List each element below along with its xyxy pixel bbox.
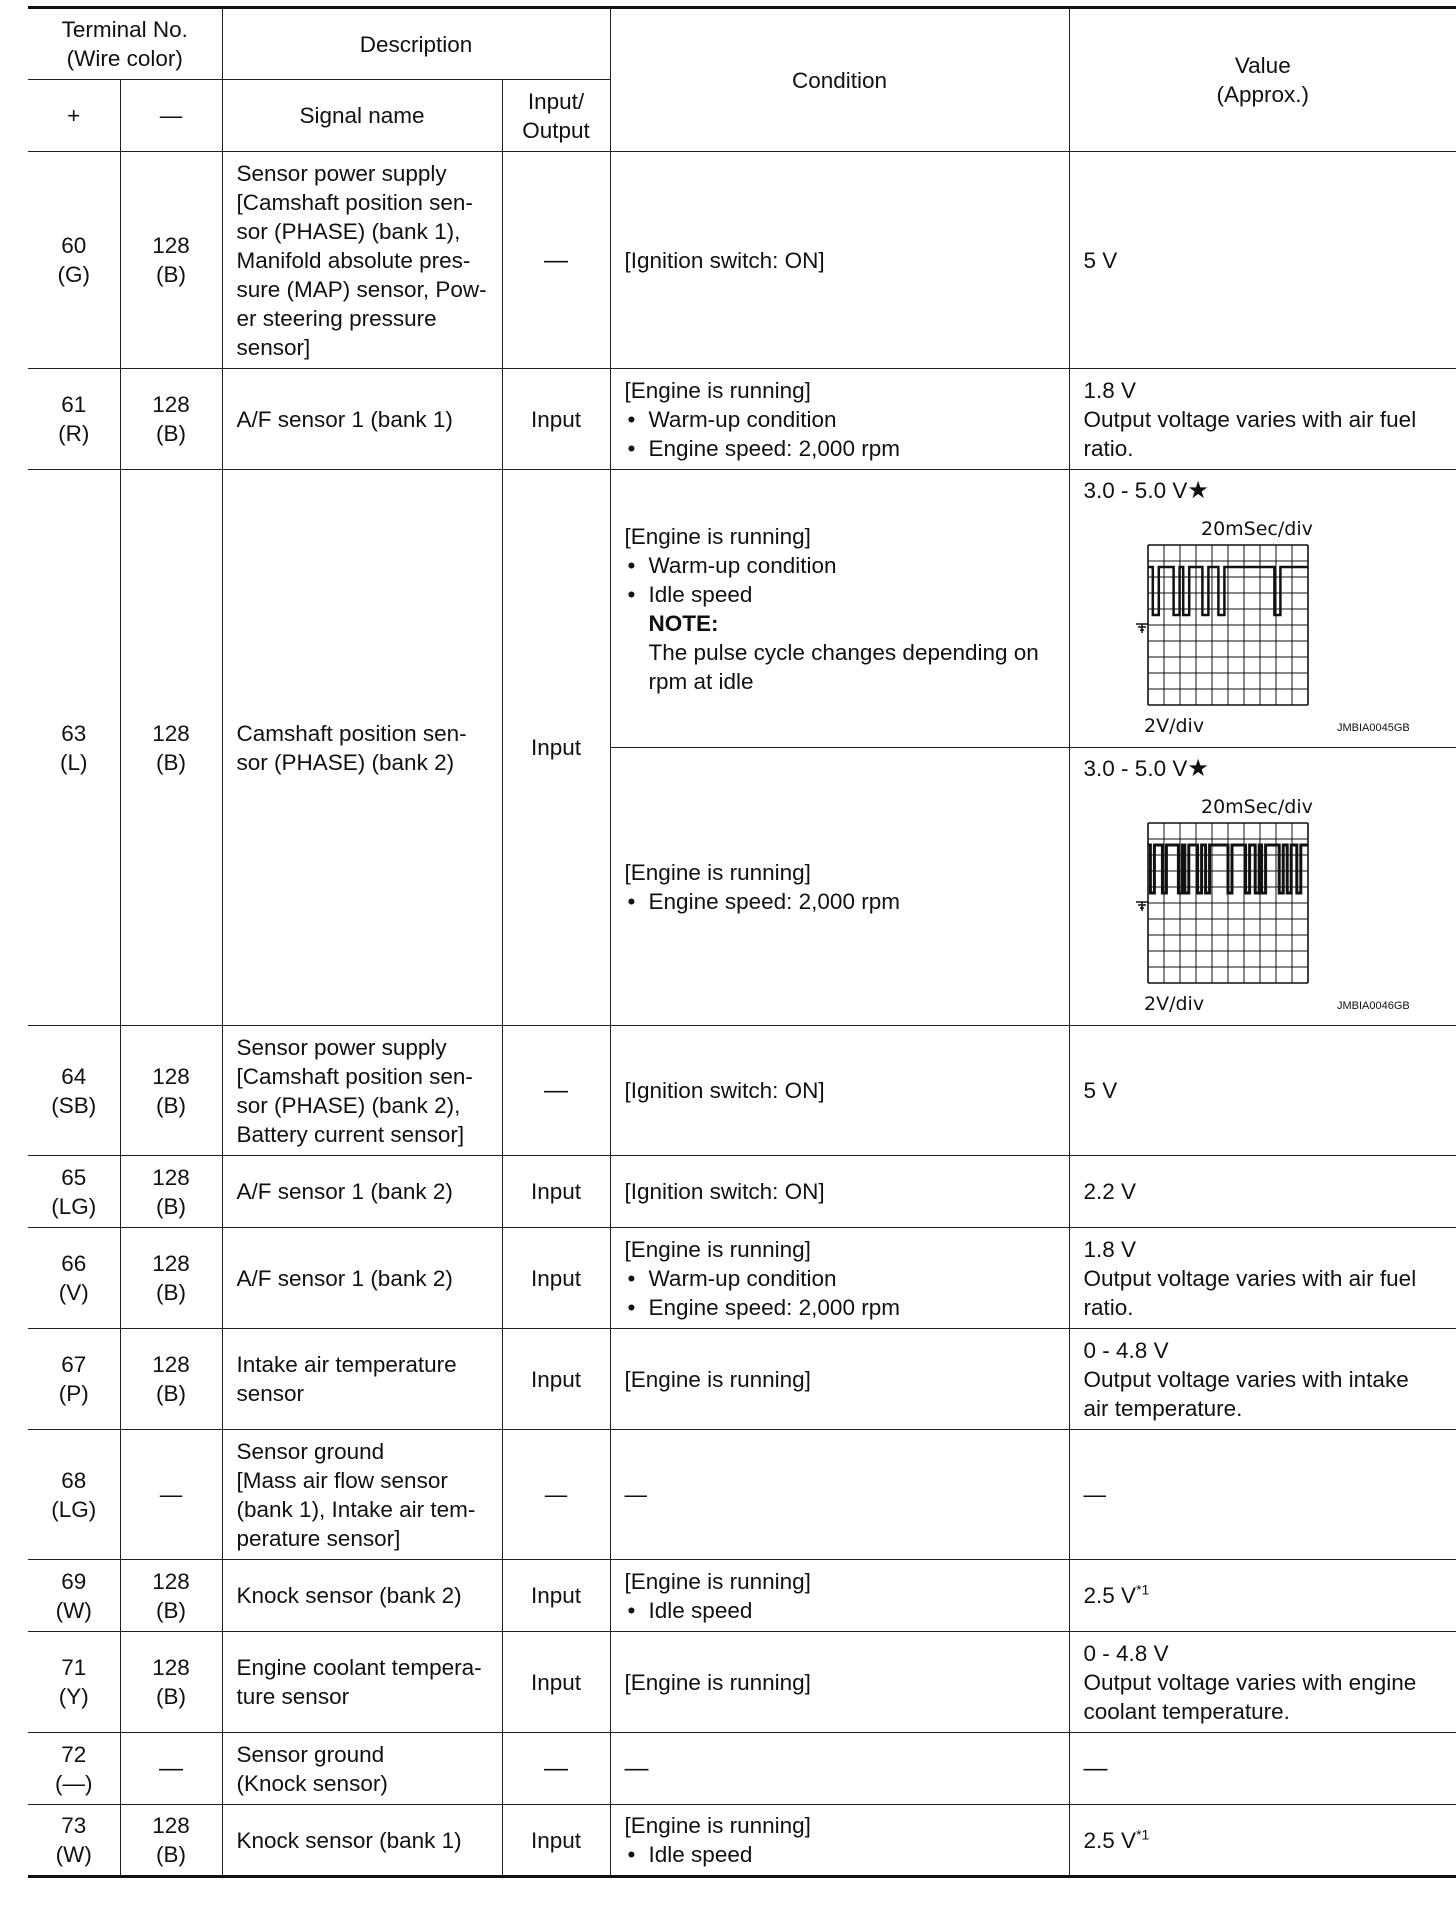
condition-bullet: • Engine speed: 2,000 rpm bbox=[625, 434, 1055, 463]
table-row bbox=[28, 1560, 1456, 1632]
signal-name: A/F sensor 1 (bank 2) bbox=[222, 1156, 502, 1228]
terminal-plus: 60 (G) bbox=[28, 152, 120, 369]
input-output: Input bbox=[502, 1156, 610, 1228]
value-text: 3.0 - 5.0 V bbox=[1083, 478, 1188, 503]
table-row bbox=[28, 470, 1456, 748]
terminal-minus: 128 (B) bbox=[120, 1329, 222, 1430]
condition: [Ignition switch: ON] bbox=[610, 1026, 1069, 1156]
input-output: — bbox=[502, 1430, 610, 1560]
condition bbox=[610, 470, 1069, 748]
condition-bullet: • Engine speed: 2,000 rpm bbox=[625, 1293, 1055, 1322]
table-row bbox=[28, 369, 1456, 470]
condition: [Engine is running] bbox=[610, 1329, 1069, 1430]
time-division-label: 20mSec/div bbox=[1200, 796, 1313, 818]
condition-bullet: • Idle speed bbox=[625, 1840, 1055, 1869]
terminal-table bbox=[28, 6, 1456, 1878]
condition bbox=[610, 748, 1069, 1026]
signal-name: Sensor power supply [Camshaft position sen- sor (PHASE) (bank 2), Battery current sensor] bbox=[222, 1026, 502, 1156]
signal-name: Sensor power supply [Camshaft position sen- sor (PHASE) (bank 1), Manifold absolute pres- sure (MAP) sensor, Pow- er steering pressure sensor] bbox=[222, 152, 502, 369]
signal-name: Engine coolant tempera- ture sensor bbox=[222, 1632, 502, 1733]
terminal-plus: 69 (W) bbox=[28, 1560, 120, 1632]
terminal-minus: 128 (B) bbox=[120, 152, 222, 369]
condition: — bbox=[610, 1733, 1069, 1805]
terminal-minus: 128 (B) bbox=[120, 1228, 222, 1329]
oscilloscope-svg bbox=[1084, 507, 1444, 737]
value-text: 2.5 V bbox=[1083, 1827, 1137, 1853]
signal-name: Camshaft position sen- sor (PHASE) (bank 2) bbox=[222, 470, 502, 1026]
input-output: — bbox=[502, 1026, 610, 1156]
terminal-minus: 128 (B) bbox=[120, 1026, 222, 1156]
table-row bbox=[28, 1733, 1456, 1805]
note-label: NOTE: bbox=[648, 610, 719, 636]
terminal-minus: — bbox=[120, 1733, 222, 1805]
condition bbox=[610, 369, 1069, 470]
scope-grid bbox=[1148, 545, 1308, 705]
condition: [Ignition switch: ON] bbox=[610, 152, 1069, 369]
terminal-plus: 72 (—) bbox=[28, 1733, 120, 1805]
input-output: — bbox=[502, 152, 610, 369]
star-icon: ★ bbox=[1187, 477, 1209, 504]
terminal-minus: 128 (B) bbox=[120, 470, 222, 1026]
table-row bbox=[28, 1329, 1456, 1430]
value: 0 - 4.8 V Output voltage varies with intake air temperature. bbox=[1069, 1329, 1456, 1430]
header-input-output: Input/ Output bbox=[502, 80, 610, 152]
footnote-marker: *1 bbox=[1136, 1826, 1150, 1842]
condition-title: [Engine is running] bbox=[624, 1236, 811, 1262]
value: 1.8 V Output voltage varies with air fuel ratio. bbox=[1069, 1228, 1456, 1329]
scope-waveform bbox=[1148, 845, 1308, 893]
value: 2.2 V bbox=[1069, 1156, 1456, 1228]
value: 5 V bbox=[1069, 152, 1456, 369]
condition bbox=[610, 1805, 1069, 1877]
signal-name: Sensor ground (Knock sensor) bbox=[222, 1733, 502, 1805]
terminal-plus: 63 (L) bbox=[28, 470, 120, 1026]
input-output: Input bbox=[502, 1805, 610, 1877]
signal-name: Sensor ground [Mass air flow sensor (bank 1), Intake air tem- perature sensor] bbox=[222, 1430, 502, 1560]
condition: [Engine is running] bbox=[610, 1632, 1069, 1733]
table-row bbox=[28, 1156, 1456, 1228]
value: — bbox=[1069, 1733, 1456, 1805]
condition-title: [Engine is running] bbox=[624, 859, 811, 885]
input-output: Input bbox=[502, 1560, 610, 1632]
value bbox=[1069, 1805, 1456, 1877]
footnote-marker: *1 bbox=[1136, 1581, 1150, 1598]
value-range bbox=[1084, 754, 1456, 783]
signal-name: Knock sensor (bank 1) bbox=[222, 1805, 502, 1877]
signal-name: A/F sensor 1 (bank 2) bbox=[222, 1228, 502, 1329]
header-value: Value (Approx.) bbox=[1069, 8, 1456, 152]
table-row bbox=[28, 1430, 1456, 1560]
value-text: 3.0 - 5.0 V bbox=[1083, 756, 1188, 781]
terminal-plus: 73 (W) bbox=[28, 1805, 120, 1877]
header-minus: — bbox=[120, 80, 222, 152]
value: 1.8 V Output voltage varies with air fuel ratio. bbox=[1069, 369, 1456, 470]
condition-title: [Engine is running] bbox=[624, 1813, 811, 1838]
value: 0 - 4.8 V Output voltage varies with engine coolant temperature. bbox=[1069, 1632, 1456, 1733]
condition bbox=[610, 1560, 1069, 1632]
value: — bbox=[1069, 1430, 1456, 1560]
condition-bullet: • Warm-up condition bbox=[625, 1264, 1055, 1293]
terminal-plus: 65 (LG) bbox=[28, 1156, 120, 1228]
terminal-plus: 68 (LG) bbox=[28, 1430, 120, 1560]
terminal-plus: 71 (Y) bbox=[28, 1632, 120, 1733]
condition-title: [Engine is running] bbox=[624, 377, 811, 403]
oscilloscope-figure bbox=[1084, 507, 1444, 747]
value: 5 V bbox=[1069, 1026, 1456, 1156]
input-output: Input bbox=[502, 1228, 610, 1329]
table-row bbox=[28, 1805, 1456, 1877]
terminal-minus: — bbox=[120, 1430, 222, 1560]
input-output: — bbox=[502, 1733, 610, 1805]
terminal-minus: 128 (B) bbox=[120, 1805, 222, 1877]
oscilloscope-svg bbox=[1084, 785, 1444, 1015]
condition: [Ignition switch: ON] bbox=[610, 1156, 1069, 1228]
header-plus: + bbox=[28, 80, 120, 152]
table-row bbox=[28, 152, 1456, 369]
note-text: The pulse cycle changes depending on rpm at idle bbox=[648, 639, 1039, 694]
input-output: Input bbox=[502, 1329, 610, 1430]
condition-bullet: • Warm-up condition bbox=[625, 405, 1055, 434]
terminal-plus: 61 (R) bbox=[28, 369, 120, 470]
input-output: Input bbox=[502, 470, 610, 1026]
signal-name: Intake air temperature sensor bbox=[222, 1329, 502, 1430]
terminal-plus: 64 (SB) bbox=[28, 1026, 120, 1156]
table-row bbox=[28, 1026, 1456, 1156]
volt-division-label: 2V/div bbox=[1143, 993, 1204, 1015]
signal-name: A/F sensor 1 (bank 1) bbox=[222, 369, 502, 470]
condition: — bbox=[610, 1430, 1069, 1560]
table-row bbox=[28, 1228, 1456, 1329]
terminal-plus: 67 (P) bbox=[28, 1329, 120, 1430]
value-text: 2.5 V bbox=[1083, 1583, 1137, 1608]
terminal-minus: 128 (B) bbox=[120, 369, 222, 470]
header-condition: Condition bbox=[610, 8, 1069, 152]
time-division-label: 20mSec/div bbox=[1200, 518, 1313, 540]
condition-title: [Engine is running] bbox=[624, 523, 811, 549]
value bbox=[1069, 470, 1456, 748]
input-output: Input bbox=[502, 369, 610, 470]
signal-name: Knock sensor (bank 2) bbox=[222, 1560, 502, 1632]
figure-id: JMBIA0045GB bbox=[1336, 722, 1410, 734]
ground-icon bbox=[1136, 624, 1148, 633]
condition bbox=[610, 1228, 1069, 1329]
header-description: Description bbox=[222, 8, 610, 80]
table-row bbox=[28, 1632, 1456, 1733]
terminal-plus: 66 (V) bbox=[28, 1228, 120, 1329]
value bbox=[1069, 1560, 1456, 1632]
oscilloscope-figure bbox=[1084, 785, 1444, 1025]
condition-title: [Engine is running] bbox=[624, 1568, 811, 1594]
volt-division-label: 2V/div bbox=[1143, 715, 1204, 737]
figure-id: JMBIA0046GB bbox=[1336, 1000, 1410, 1012]
condition-bullet: • Engine speed: 2,000 rpm bbox=[625, 887, 1055, 916]
header-terminal: Terminal No. (Wire color) bbox=[28, 8, 222, 80]
terminal-minus: 128 (B) bbox=[120, 1156, 222, 1228]
condition-bullet: • Idle speed bbox=[625, 1596, 1055, 1625]
terminal-minus: 128 (B) bbox=[120, 1560, 222, 1632]
condition-bullet: • Idle speed bbox=[625, 580, 1055, 609]
value-range bbox=[1084, 476, 1456, 505]
input-output: Input bbox=[502, 1632, 610, 1733]
star-icon: ★ bbox=[1187, 755, 1209, 782]
terminal-minus: 128 (B) bbox=[120, 1632, 222, 1733]
header-signal-name: Signal name bbox=[222, 80, 502, 152]
value bbox=[1069, 748, 1456, 1026]
condition-bullet: • Warm-up condition bbox=[625, 551, 1055, 580]
ground-icon bbox=[1136, 902, 1148, 911]
note bbox=[625, 609, 1055, 696]
